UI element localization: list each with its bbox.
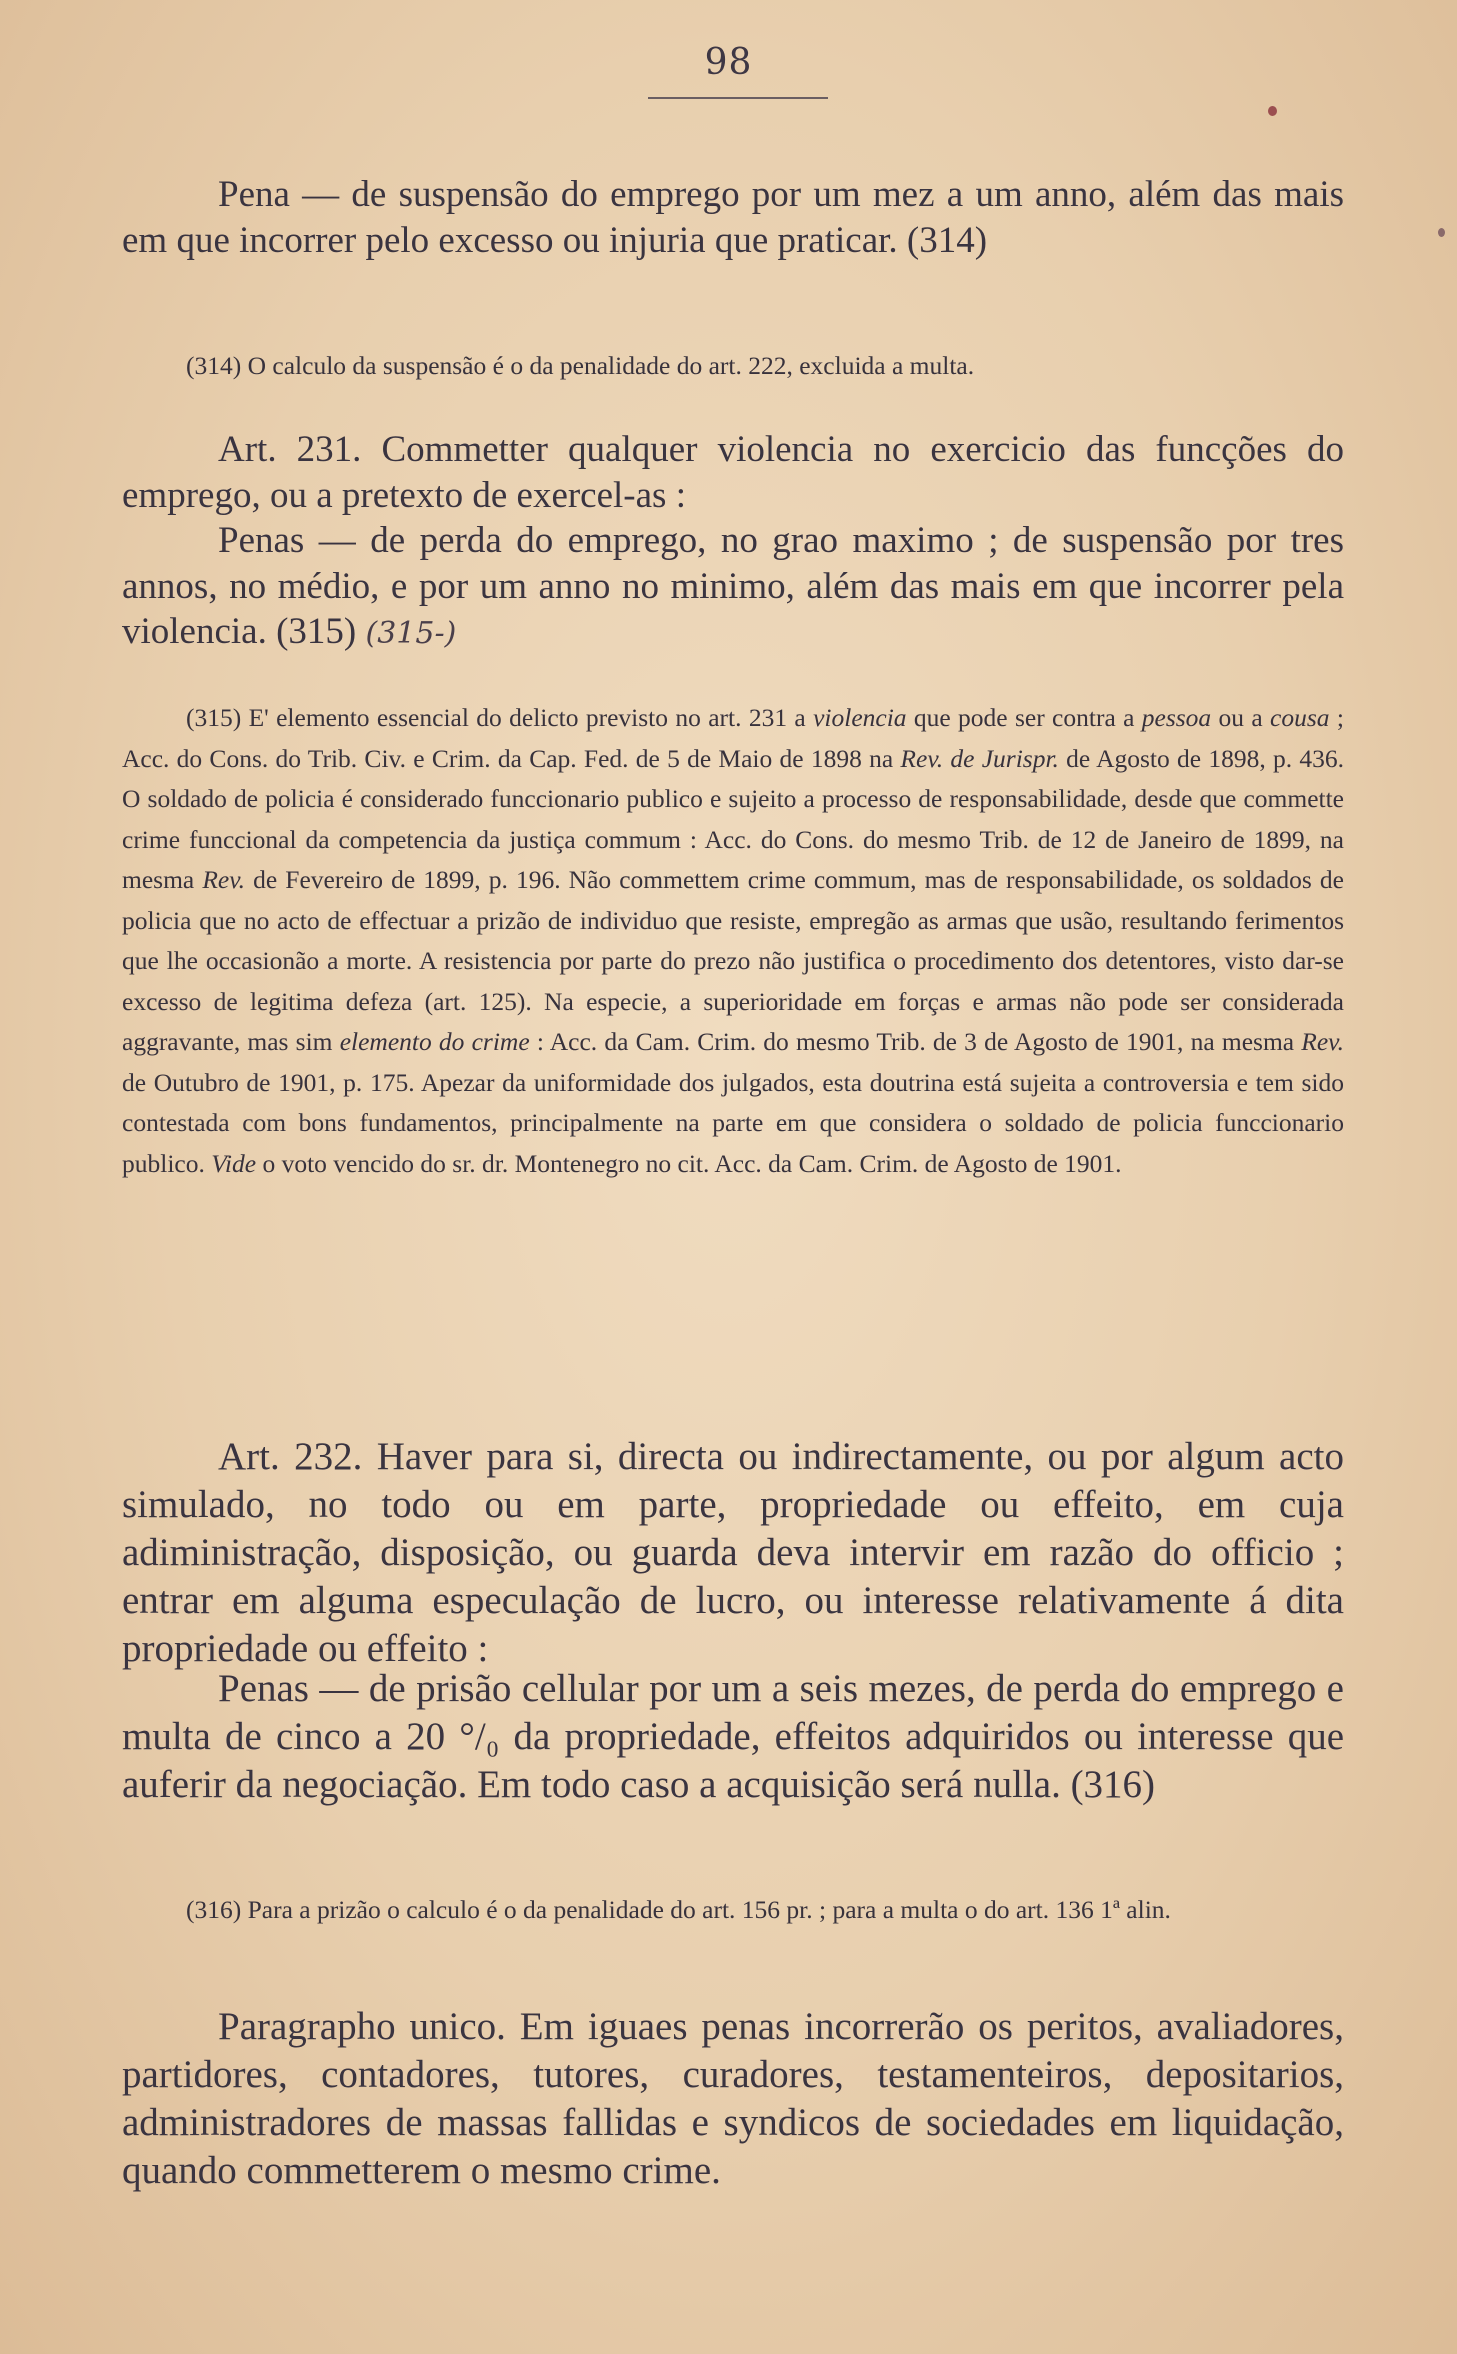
footnote-text: (315) E' elemento essencial do delicto previsto no art. 231 a violencia que pode ser contra a pessoa ou a cousa ; Acc. do Cons. do Trib. Civ. e Crim. da Cap. Fed. de 5 de Maio de 1898 na Rev. de Jurispr. de Agosto de 1898, p. 436. O soldado de policia é considerado funccionario publico e sujeito a processo de responsabilidade, desde que commette crime funccional da competencia da justiça commum : Acc. do Cons. do mesmo Trib. de 12 de Janeiro de 1899, na mesma Rev. de Fevereiro de 1899, p. 196. Não commettem crime commum, mas de responsabilidade, os soldados de policia que no acto de effectuar a prizão de individuo que resiste, empregão as armas que usão, resultando ferimentos que lhe occasionão a morte. A resistencia por parte do prezo não justifica o procedimento dos detentores, visto dar-se excesso de legitima defeza (art. 125). Na especie, a superioridade em forças e armas não pode ser considerada aggravante, mas sim elemento do crime : Acc. da Cam. Crim. do mesmo Trib. de 3 de Agosto de 1901, na mesma Rev. de Outubro de 1901, p. 175. Apezar da uniformidade dos julgados, esta doutrina está sujeita a controversia e tem sido contestada com bons fundamentos, principalmente na parte em que considera o soldado de policia funccionario publico. Vide o voto vencido do sr. dr. Montenegro no cit. Acc. da Cam. Crim. de Agosto de 1901. — [122, 703, 1344, 1178]
paragraph-art-231 — [122, 427, 1344, 518]
paragraph-art-232 — [122, 1433, 1344, 1673]
ink-speck — [1438, 228, 1445, 237]
paragraph-text: Paragrapho unico. Em iguaes penas incorrerão os peritos, avaliadores, partidores, contadores, tutores, curadores, testamenteiros, depositarios, administradores de massas fallidas e syndicos de sociedades em liquidação, quando commetterem o mesmo crime. — [122, 2005, 1344, 2192]
paragraph-art-231-penas — [122, 518, 1344, 657]
paragraph-paragrapho-unico — [122, 2003, 1344, 2195]
paragraph-text: Art. 232. Haver para si, directa ou indirectamente, ou por algum acto simulado, no todo ou em parte, propriedade ou effeito, em cuja adiministração, disposição, ou guarda deva intervir em razão do officio ; entrar em alguma especulação de lucro, ou interesse relativamente á dita propriedade ou effeito : — [122, 1435, 1344, 1670]
paragraph-main-text: Penas — de perda do emprego, no grao maximo ; de suspensão por tres annos, no médio, e por um anno no minimo, além das mais em que incorrer pela violencia. (315) — [122, 520, 1344, 652]
footnote-316 — [122, 1890, 1344, 1931]
paragraph-text: Art. 231. Commetter qualquer violencia no exercicio das funcções do emprego, ou a pretexto de exercel-as : — [122, 429, 1344, 516]
paragraph-art-232-penas — [122, 1665, 1344, 1809]
footnote-text: (316) Para a prizão o calculo é o da penalidade do art. 156 pr. ; para a multa o do art. 136 1ª alin. — [186, 1895, 1171, 1924]
paragraph-text — [122, 518, 1344, 657]
paragraph-pena-suspensao — [122, 172, 1344, 263]
footnote-314 — [122, 346, 1344, 387]
paragraph-text: Penas — de prisão cellular por um a seis mezes, de perda do emprego e multa de cinco a 20 °/₀ da propriedade, effeitos adquiridos ou interesse que auferir da negociação. Em todo caso a acquisição será nulla. (316) — [122, 1667, 1344, 1806]
footnote-315 — [122, 698, 1344, 1184]
footnote-text: (314) O calculo da suspensão é o da penalidade do art. 222, excluida a multa. — [186, 351, 975, 380]
ink-speck — [1268, 106, 1277, 116]
handwritten-annotation: (315-) — [365, 616, 457, 651]
page-number: 98 — [704, 42, 753, 83]
paragraph-text: Pena — de suspensão do emprego por um mez a um anno, além das mais em que incorrer pelo excesso ou injuria que praticar. (314) — [122, 174, 1344, 261]
page-number-rule — [648, 97, 828, 99]
